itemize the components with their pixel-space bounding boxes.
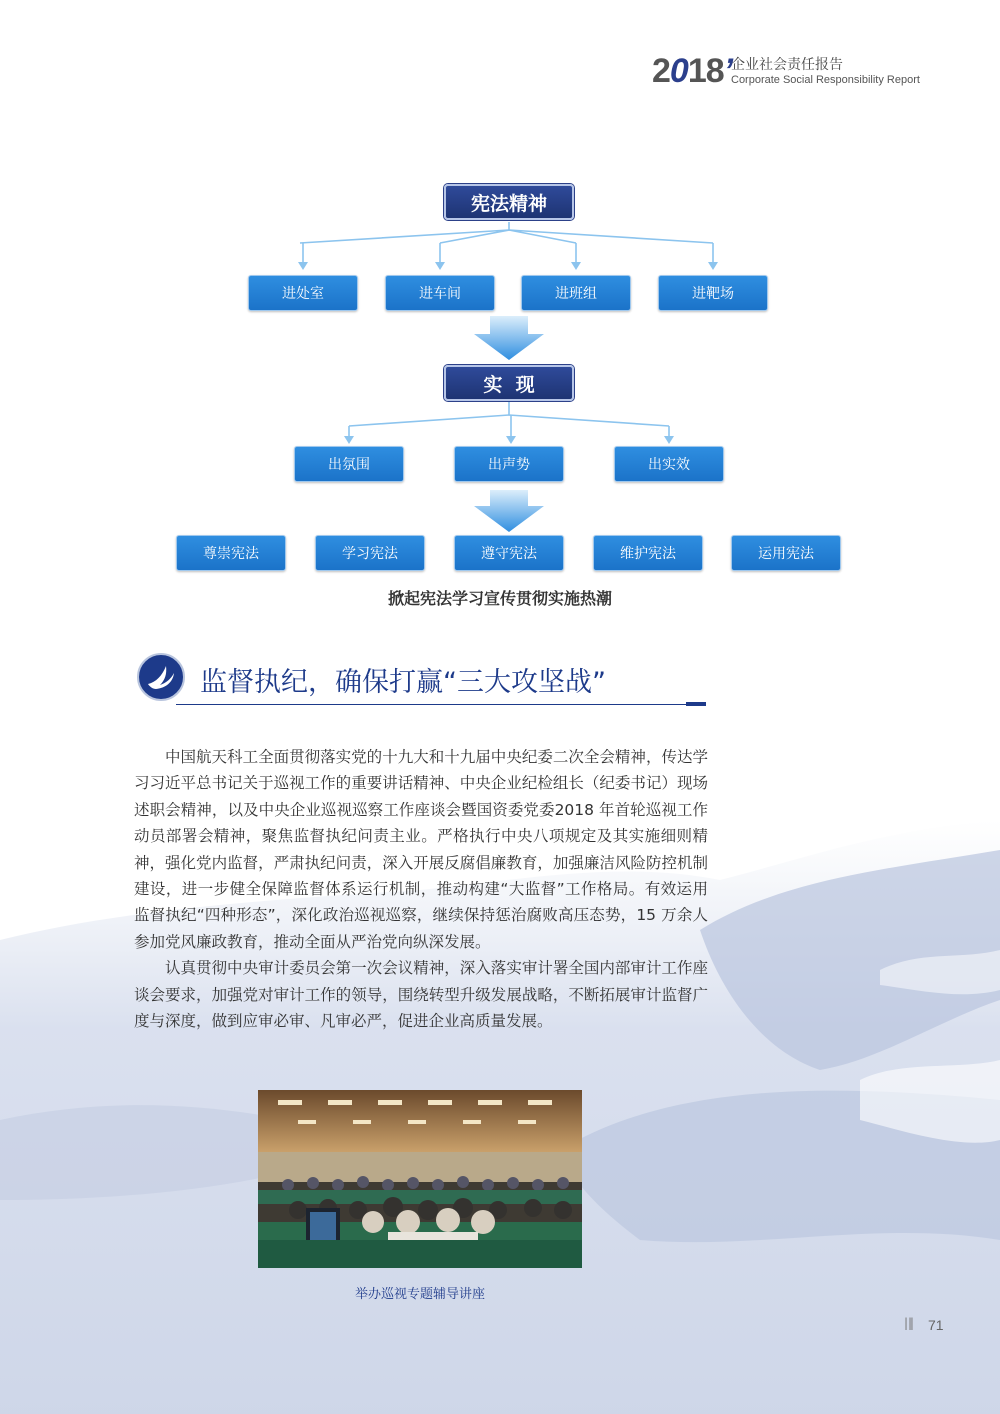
diagram-box-realize: 实 现: [444, 365, 574, 401]
section-underline: [176, 704, 686, 705]
report-title-cn: 企业社会责任报告: [731, 57, 843, 73]
body-text: [134, 744, 708, 1034]
page-marker-icon: |‖: [904, 1316, 915, 1330]
bird-emblem-icon: [136, 652, 186, 702]
lecture-photo: [258, 1090, 582, 1268]
diagram-box-row3-4: 维护宪法: [593, 535, 703, 571]
report-title-en: Corporate Social Responsibility Report: [731, 74, 920, 86]
diagram-box-row3-1: 尊崇宪法: [176, 535, 286, 571]
body-paragraph: 中国航天科工全面贯彻落实党的十九大和十九届中央纪委二次全会精神，传达学习习近平总书记关于巡视工作的重要讲话精神、中央企业纪检组长（纪委书记）现场述职会精神，以及中央企业巡视巡察工作座谈会暨国资委党委2018 年首轮巡视工作动员部署会精神，聚焦监督执纪问责主业。严格执行中央八项规定及其实施细则精神，强化党内监督，严肃执纪问责，深入开展反腐倡廉教育，加强廉洁风险防控机制建设，进一步健全保障监督体系运行机制，推动构建“大监督”工作格局。有效运用监督执纪“四种形态”，深化政治巡视巡察，继续保持惩治腐败高压态势，15 万余人参加党风廉政教育，推动全面从严治党向纵深发展。: [134, 748, 708, 951]
diagram-box-row1-3: 进班组: [521, 275, 631, 311]
diagram-connectors: [0, 0, 1000, 600]
down-arrow-icon: [474, 490, 544, 532]
section-underline-accent: [686, 702, 706, 706]
diagram-box-row3-3: 遵守宪法: [454, 535, 564, 571]
diagram-box-row1-2: 进车间: [385, 275, 495, 311]
diagram-box-row2-2: 出声势: [454, 446, 564, 482]
down-arrow-icon: [474, 316, 544, 360]
diagram-box-constitution-spirit: 宪法精神: [444, 184, 574, 220]
diagram-box-row1-4: 进靶场: [658, 275, 768, 311]
diagram-box-row1-1: 进处室: [248, 275, 358, 311]
body-paragraph: 认真贯彻中央审计委员会第一次会议精神，深入落实审计署全国内部审计工作座谈会要求，加强党对审计工作的领导，围绕转型升级发展战略，不断拓展审计监督广度与深度，做到应审必审、凡审必严，促进企业高质量发展。: [134, 959, 708, 1031]
diagram-caption: 掀起宪法学习宣传贯彻实施热潮: [387, 589, 612, 608]
photo-caption: 举办巡视专题辅导讲座: [354, 1287, 485, 1302]
diagram-box-row3-5: 运用宪法: [731, 535, 841, 571]
page-number: 71: [928, 1317, 944, 1333]
diagram-box-row2-3: 出实效: [614, 446, 724, 482]
report-year-logo: 2018’: [652, 52, 733, 90]
diagram-box-row2-1: 出氛围: [294, 446, 404, 482]
section-title: 监督执纪，确保打赢“三大攻坚战”: [200, 667, 606, 698]
diagram-box-row3-2: 学习宪法: [315, 535, 425, 571]
